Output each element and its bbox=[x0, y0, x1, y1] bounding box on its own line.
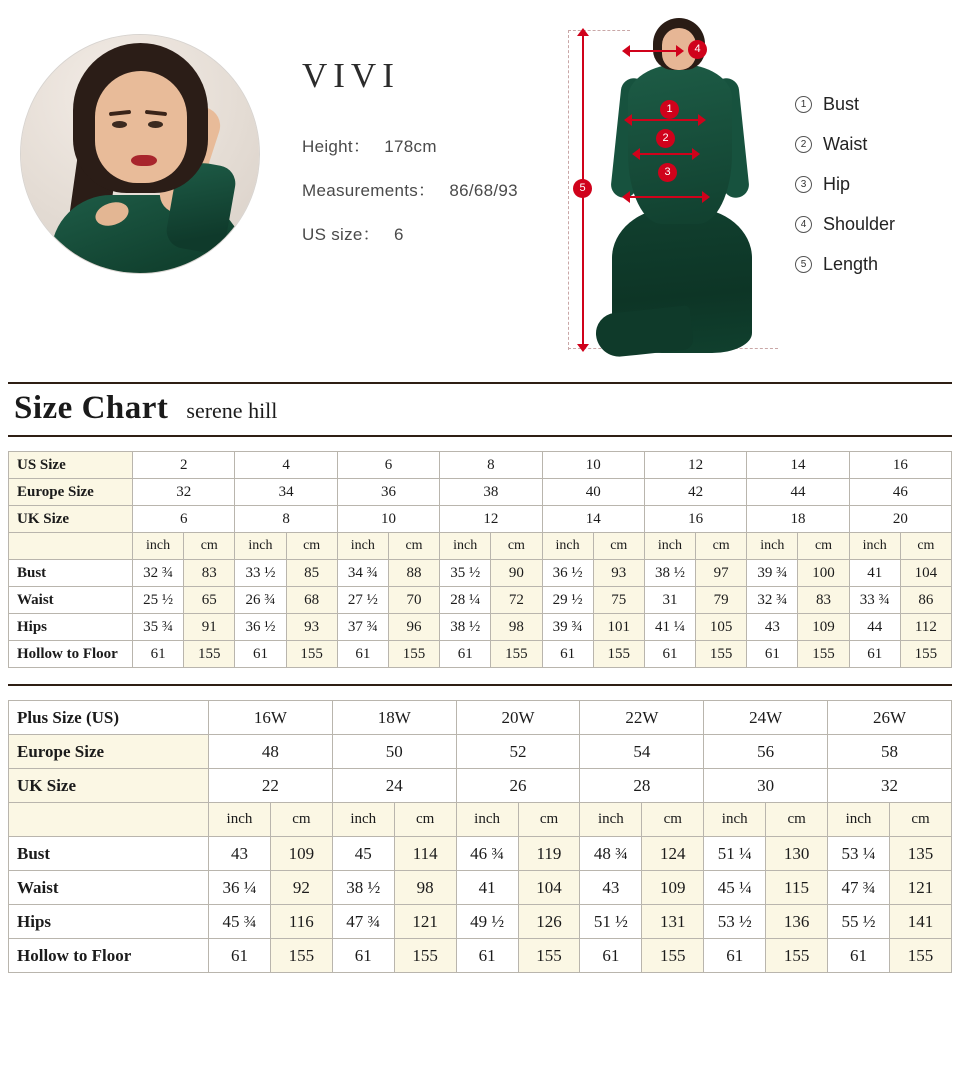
hollow-inch: 61 bbox=[580, 939, 642, 973]
bust-cm: 88 bbox=[388, 560, 439, 587]
hollow-inch: 61 bbox=[849, 641, 900, 668]
waist-cm: 79 bbox=[696, 587, 747, 614]
waist-inch: 25 ½ bbox=[133, 587, 184, 614]
hips-cm: 121 bbox=[394, 905, 456, 939]
cell-eu-36: 36 bbox=[337, 479, 439, 506]
model-height-value: 178cm bbox=[384, 137, 437, 156]
hollow-inch: 61 bbox=[337, 641, 388, 668]
row-label-hollow-to-floor: Hollow to Floor bbox=[9, 939, 209, 973]
hips-inch: 49 ½ bbox=[456, 905, 518, 939]
cell-uk-16: 16 bbox=[644, 506, 746, 533]
waist-inch: 27 ½ bbox=[337, 587, 388, 614]
hips-cm: 109 bbox=[798, 614, 849, 641]
brand-name: VIVI bbox=[302, 56, 400, 95]
hips-cm: 141 bbox=[889, 905, 951, 939]
cell-uk-22: 22 bbox=[209, 769, 333, 803]
model-us-size-value: 6 bbox=[393, 225, 404, 244]
waist-cm: 121 bbox=[889, 871, 951, 905]
diagram-legend bbox=[795, 94, 895, 294]
bust-cm: 114 bbox=[394, 837, 456, 871]
table-row bbox=[9, 587, 952, 614]
table-row bbox=[9, 560, 952, 587]
table-row bbox=[9, 641, 952, 668]
cell-us-6: 6 bbox=[337, 452, 439, 479]
cell-eu-46: 46 bbox=[849, 479, 951, 506]
table-row-units bbox=[9, 533, 952, 560]
cell-uk-20: 20 bbox=[849, 506, 951, 533]
hips-inch: 44 bbox=[849, 614, 900, 641]
hollow-inch: 61 bbox=[133, 641, 184, 668]
hollow-inch: 61 bbox=[644, 641, 695, 668]
cell-uk-6: 6 bbox=[133, 506, 235, 533]
hollow-cm: 155 bbox=[798, 641, 849, 668]
guide-line-left bbox=[568, 30, 569, 350]
hips-cm: 96 bbox=[388, 614, 439, 641]
hollow-cm: 155 bbox=[518, 939, 580, 973]
waist-inch: 31 bbox=[644, 587, 695, 614]
model-us-size-label: US size： bbox=[302, 225, 380, 244]
waist-inch: 47 ¾ bbox=[828, 871, 890, 905]
dress-figure bbox=[590, 18, 775, 353]
waist-cm: 70 bbox=[388, 587, 439, 614]
waist-cm: 104 bbox=[518, 871, 580, 905]
cell-uk-8: 8 bbox=[235, 506, 337, 533]
bust-cm: 83 bbox=[184, 560, 235, 587]
plus-size-table bbox=[8, 700, 952, 973]
hollow-inch: 61 bbox=[704, 939, 766, 973]
model-measurements-value: 86/68/93 bbox=[449, 181, 518, 200]
cell-plus-22w: 22W bbox=[580, 701, 704, 735]
waist-inch: 38 ½ bbox=[332, 871, 394, 905]
marker-4-shoulder: 4 bbox=[688, 40, 707, 59]
hollow-inch: 61 bbox=[440, 641, 491, 668]
table-row bbox=[9, 614, 952, 641]
table-row bbox=[9, 769, 952, 803]
waist-cm: 75 bbox=[593, 587, 644, 614]
bust-cm: 124 bbox=[642, 837, 704, 871]
hip-arrow-left bbox=[622, 191, 630, 203]
plus-size-table-wrap bbox=[8, 700, 952, 973]
unit-inch: inch bbox=[849, 533, 900, 560]
bust-inch: 51 ¼ bbox=[704, 837, 766, 871]
cell-plus-16w: 16W bbox=[209, 701, 333, 735]
bust-inch: 45 bbox=[332, 837, 394, 871]
waist-line bbox=[636, 153, 694, 155]
top-section bbox=[0, 0, 960, 370]
cell-eu-42: 42 bbox=[644, 479, 746, 506]
legend-item-bust bbox=[795, 94, 895, 115]
bust-cm: 85 bbox=[286, 560, 337, 587]
waist-cm: 65 bbox=[184, 587, 235, 614]
waist-cm: 92 bbox=[270, 871, 332, 905]
model-measurements-label: Measurements： bbox=[302, 181, 436, 200]
unit-cm: cm bbox=[593, 533, 644, 560]
bust-cm: 90 bbox=[491, 560, 542, 587]
hollow-inch: 61 bbox=[828, 939, 890, 973]
cell-uk-10: 10 bbox=[337, 506, 439, 533]
cell-plus-24w: 24W bbox=[704, 701, 828, 735]
unit-cm: cm bbox=[889, 803, 951, 837]
cell-uk-18: 18 bbox=[747, 506, 849, 533]
marker-5-length: 5 bbox=[573, 179, 592, 198]
hollow-cm: 155 bbox=[184, 641, 235, 668]
hollow-inch: 61 bbox=[209, 939, 271, 973]
bust-inch: 46 ¾ bbox=[456, 837, 518, 871]
row-label-waist: Waist bbox=[9, 871, 209, 905]
hips-cm: 101 bbox=[593, 614, 644, 641]
unit-cm: cm bbox=[696, 533, 747, 560]
bust-cm: 93 bbox=[593, 560, 644, 587]
hip-line bbox=[626, 196, 704, 198]
row-label-bust: Bust bbox=[9, 560, 133, 587]
bust-cm: 97 bbox=[696, 560, 747, 587]
legend-num-1-icon: 1 bbox=[795, 96, 812, 113]
cell-eu-32: 32 bbox=[133, 479, 235, 506]
waist-cm: 83 bbox=[798, 587, 849, 614]
hips-inch: 45 ¾ bbox=[209, 905, 271, 939]
waist-arrow-left bbox=[632, 148, 640, 160]
cell-eu-44: 44 bbox=[747, 479, 849, 506]
bust-cm: 109 bbox=[270, 837, 332, 871]
bust-arrow-right bbox=[698, 114, 706, 126]
waist-cm: 109 bbox=[642, 871, 704, 905]
bust-inch: 36 ½ bbox=[542, 560, 593, 587]
table-row bbox=[9, 735, 952, 769]
row-label-uk-size: UK Size bbox=[9, 506, 133, 533]
cell-eu-48: 48 bbox=[209, 735, 333, 769]
waist-arrow-right bbox=[692, 148, 700, 160]
unit-cm: cm bbox=[184, 533, 235, 560]
table-row bbox=[9, 452, 952, 479]
bust-inch: 33 ½ bbox=[235, 560, 286, 587]
hollow-cm: 155 bbox=[394, 939, 456, 973]
cell-us-8: 8 bbox=[440, 452, 542, 479]
cell-uk-14: 14 bbox=[542, 506, 644, 533]
cell-uk-32: 32 bbox=[828, 769, 952, 803]
legend-num-3-icon: 3 bbox=[795, 176, 812, 193]
legend-num-5-icon: 5 bbox=[795, 256, 812, 273]
hollow-inch: 61 bbox=[235, 641, 286, 668]
unit-inch: inch bbox=[542, 533, 593, 560]
model-height-label: Height： bbox=[302, 137, 371, 156]
hips-inch: 53 ½ bbox=[704, 905, 766, 939]
table-row bbox=[9, 905, 952, 939]
bust-inch: 32 ¾ bbox=[133, 560, 184, 587]
hollow-cm: 155 bbox=[642, 939, 704, 973]
cell-us-10: 10 bbox=[542, 452, 644, 479]
row-label-europe-size: Europe Size bbox=[9, 735, 209, 769]
unit-inch: inch bbox=[644, 533, 695, 560]
unit-row-spacer bbox=[9, 803, 209, 837]
hollow-cm: 155 bbox=[766, 939, 828, 973]
cell-eu-38: 38 bbox=[440, 479, 542, 506]
row-label-hips: Hips bbox=[9, 905, 209, 939]
measurement-diagram bbox=[560, 16, 960, 376]
unit-cm: cm bbox=[270, 803, 332, 837]
unit-inch: inch bbox=[456, 803, 518, 837]
row-label-us-size: US Size bbox=[9, 452, 133, 479]
hips-cm: 136 bbox=[766, 905, 828, 939]
legend-num-4-icon: 4 bbox=[795, 216, 812, 233]
waist-inch: 36 ¼ bbox=[209, 871, 271, 905]
unit-cm: cm bbox=[766, 803, 828, 837]
cell-us-16: 16 bbox=[849, 452, 951, 479]
cell-us-14: 14 bbox=[747, 452, 849, 479]
cell-plus-26w: 26W bbox=[828, 701, 952, 735]
row-label-hips: Hips bbox=[9, 614, 133, 641]
cell-us-12: 12 bbox=[644, 452, 746, 479]
unit-cm: cm bbox=[900, 533, 951, 560]
hips-cm: 105 bbox=[696, 614, 747, 641]
bust-inch: 38 ½ bbox=[644, 560, 695, 587]
hips-inch: 55 ½ bbox=[828, 905, 890, 939]
unit-inch: inch bbox=[332, 803, 394, 837]
legend-item-shoulder bbox=[795, 214, 895, 235]
cell-uk-30: 30 bbox=[704, 769, 828, 803]
row-label-europe-size: Europe Size bbox=[9, 479, 133, 506]
hollow-cm: 155 bbox=[889, 939, 951, 973]
hollow-cm: 155 bbox=[270, 939, 332, 973]
size-chart-header bbox=[8, 382, 952, 437]
cell-uk-26: 26 bbox=[456, 769, 580, 803]
unit-inch: inch bbox=[133, 533, 184, 560]
row-label-plus-size-us: Plus Size (US) bbox=[9, 701, 209, 735]
bust-cm: 119 bbox=[518, 837, 580, 871]
hollow-cm: 155 bbox=[286, 641, 337, 668]
hollow-cm: 155 bbox=[491, 641, 542, 668]
cell-us-2: 2 bbox=[133, 452, 235, 479]
unit-inch: inch bbox=[235, 533, 286, 560]
bust-cm: 135 bbox=[889, 837, 951, 871]
hips-inch: 47 ¾ bbox=[332, 905, 394, 939]
cell-uk-28: 28 bbox=[580, 769, 704, 803]
cell-uk-12: 12 bbox=[440, 506, 542, 533]
cell-eu-40: 40 bbox=[542, 479, 644, 506]
model-portrait-image bbox=[20, 34, 260, 274]
legend-label-shoulder: Shoulder bbox=[823, 214, 896, 234]
section-divider bbox=[8, 684, 952, 686]
row-label-bust: Bust bbox=[9, 837, 209, 871]
cell-plus-18w: 18W bbox=[332, 701, 456, 735]
length-arrow-bottom bbox=[577, 344, 589, 352]
waist-inch: 26 ¾ bbox=[235, 587, 286, 614]
standard-size-table bbox=[8, 451, 952, 668]
waist-inch: 45 ¼ bbox=[704, 871, 766, 905]
unit-cm: cm bbox=[388, 533, 439, 560]
model-measurements bbox=[302, 176, 518, 201]
table-row bbox=[9, 701, 952, 735]
unit-cm: cm bbox=[798, 533, 849, 560]
hips-cm: 93 bbox=[286, 614, 337, 641]
unit-cm: cm bbox=[286, 533, 337, 560]
legend-label-waist: Waist bbox=[823, 134, 868, 154]
legend-label-bust: Bust bbox=[823, 94, 860, 114]
model-us-size bbox=[302, 220, 518, 245]
hips-cm: 98 bbox=[491, 614, 542, 641]
waist-cm: 115 bbox=[766, 871, 828, 905]
waist-cm: 98 bbox=[394, 871, 456, 905]
shoulder-arrow-left bbox=[622, 45, 630, 57]
unit-cm: cm bbox=[642, 803, 704, 837]
hip-arrow-right bbox=[702, 191, 710, 203]
bust-cm: 104 bbox=[900, 560, 951, 587]
waist-cm: 68 bbox=[286, 587, 337, 614]
hollow-inch: 61 bbox=[542, 641, 593, 668]
cell-us-4: 4 bbox=[235, 452, 337, 479]
marker-2-waist: 2 bbox=[656, 129, 675, 148]
shoulder-line bbox=[626, 50, 678, 52]
bust-inch: 35 ½ bbox=[440, 560, 491, 587]
hips-inch: 37 ¾ bbox=[337, 614, 388, 641]
brand-subtitle: serene hill bbox=[186, 398, 278, 423]
waist-inch: 41 bbox=[456, 871, 518, 905]
bust-cm: 130 bbox=[766, 837, 828, 871]
hips-inch: 36 ½ bbox=[235, 614, 286, 641]
bust-inch: 41 bbox=[849, 560, 900, 587]
cell-eu-54: 54 bbox=[580, 735, 704, 769]
unit-inch: inch bbox=[747, 533, 798, 560]
unit-inch: inch bbox=[209, 803, 271, 837]
row-label-waist: Waist bbox=[9, 587, 133, 614]
page-title: Size Chart bbox=[14, 390, 169, 426]
hips-inch: 39 ¾ bbox=[542, 614, 593, 641]
legend-item-length bbox=[795, 254, 895, 275]
cell-eu-56: 56 bbox=[704, 735, 828, 769]
model-info bbox=[260, 16, 518, 370]
hollow-cm: 155 bbox=[593, 641, 644, 668]
waist-inch: 33 ¾ bbox=[849, 587, 900, 614]
cell-eu-52: 52 bbox=[456, 735, 580, 769]
legend-label-hip: Hip bbox=[823, 174, 851, 194]
hollow-cm: 155 bbox=[696, 641, 747, 668]
hollow-cm: 155 bbox=[900, 641, 951, 668]
bust-inch: 34 ¾ bbox=[337, 560, 388, 587]
standard-size-table-wrap bbox=[8, 451, 952, 668]
row-label-hollow-to-floor: Hollow to Floor bbox=[9, 641, 133, 668]
waist-cm: 86 bbox=[900, 587, 951, 614]
hips-cm: 116 bbox=[270, 905, 332, 939]
waist-inch: 43 bbox=[580, 871, 642, 905]
bust-inch: 39 ¾ bbox=[747, 560, 798, 587]
hips-inch: 41 ¼ bbox=[644, 614, 695, 641]
unit-inch: inch bbox=[337, 533, 388, 560]
hips-inch: 51 ½ bbox=[580, 905, 642, 939]
marker-3-hip: 3 bbox=[658, 163, 677, 182]
bust-inch: 43 bbox=[209, 837, 271, 871]
hips-inch: 38 ½ bbox=[440, 614, 491, 641]
table-row bbox=[9, 939, 952, 973]
unit-inch: inch bbox=[440, 533, 491, 560]
bust-inch: 48 ¾ bbox=[580, 837, 642, 871]
unit-inch: inch bbox=[828, 803, 890, 837]
hollow-inch: 61 bbox=[332, 939, 394, 973]
hips-cm: 126 bbox=[518, 905, 580, 939]
unit-inch: inch bbox=[580, 803, 642, 837]
bust-arrow-left bbox=[624, 114, 632, 126]
waist-inch: 32 ¾ bbox=[747, 587, 798, 614]
unit-inch: inch bbox=[704, 803, 766, 837]
hips-cm: 131 bbox=[642, 905, 704, 939]
table-row bbox=[9, 837, 952, 871]
hollow-cm: 155 bbox=[388, 641, 439, 668]
cell-plus-20w: 20W bbox=[456, 701, 580, 735]
hips-inch: 35 ¾ bbox=[133, 614, 184, 641]
cell-eu-58: 58 bbox=[828, 735, 952, 769]
table-row-units bbox=[9, 803, 952, 837]
hips-inch: 43 bbox=[747, 614, 798, 641]
unit-cm: cm bbox=[491, 533, 542, 560]
hips-cm: 91 bbox=[184, 614, 235, 641]
unit-cm: cm bbox=[394, 803, 456, 837]
hips-cm: 112 bbox=[900, 614, 951, 641]
legend-label-length: Length bbox=[823, 254, 879, 274]
table-row bbox=[9, 506, 952, 533]
row-label-uk-size: UK Size bbox=[9, 769, 209, 803]
bust-line bbox=[628, 119, 700, 121]
cell-eu-34: 34 bbox=[235, 479, 337, 506]
table-row bbox=[9, 871, 952, 905]
waist-inch: 29 ½ bbox=[542, 587, 593, 614]
waist-inch: 28 ¼ bbox=[440, 587, 491, 614]
bust-inch: 53 ¼ bbox=[828, 837, 890, 871]
cell-eu-50: 50 bbox=[332, 735, 456, 769]
shoulder-arrow-right bbox=[676, 45, 684, 57]
bust-cm: 100 bbox=[798, 560, 849, 587]
waist-cm: 72 bbox=[491, 587, 542, 614]
marker-1-bust: 1 bbox=[660, 100, 679, 119]
unit-cm: cm bbox=[518, 803, 580, 837]
unit-row-spacer bbox=[9, 533, 133, 560]
hollow-inch: 61 bbox=[456, 939, 518, 973]
model-block bbox=[0, 16, 560, 370]
table-row bbox=[9, 479, 952, 506]
model-height bbox=[302, 132, 518, 157]
length-arrow-top bbox=[577, 28, 589, 36]
legend-item-hip bbox=[795, 174, 895, 195]
cell-uk-24: 24 bbox=[332, 769, 456, 803]
hollow-inch: 61 bbox=[747, 641, 798, 668]
legend-num-2-icon: 2 bbox=[795, 136, 812, 153]
legend-item-waist bbox=[795, 134, 895, 155]
